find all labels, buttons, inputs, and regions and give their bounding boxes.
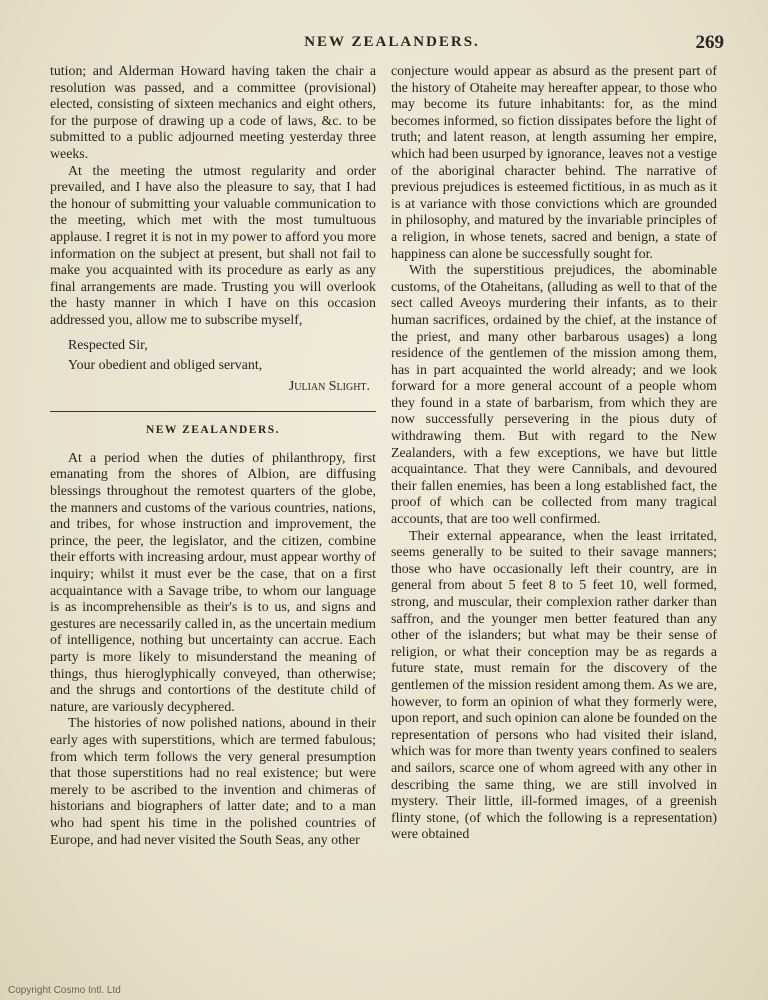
paragraph: tution; and Alderman Howard having taken the chair a resolution was passed, and a committee (provisional) elected, consisting of sixteen mechanics and eight others, for the purpose of drawing up a code of laws, &c. to be submitted to a public adjourned meeting yesterday three weeks. bbox=[50, 64, 376, 162]
left-column bbox=[50, 64, 376, 849]
paragraph: The histories of now polished nations, abound in their early ages with superstitions, which are termed fabulous; from which term follows the very general presumption that those superstitions had no real existence; but were merely to be ascribed to the invention and chimeras of historians and biographers of latter date; and to a man who had spent his time in the polished countries of Europe, and had never visited the South Seas, any other bbox=[50, 716, 376, 848]
paragraph: At a period when the duties of philanthropy, first emanating from the shores of Albion, are diffusing blessings throughout the remotest quarters of the globe, the manners and customs of the various countries, nations, and tribes, for whose instruction and improvement, the prince, the peer, the legislator, and the citizen, combine their efforts with increasing ardour, must appear worthy of inquiry; whilst it must ever be the case, that on a first acquaintance with a Savage tribe, to whom our language is as incomprehensible as their's is to us, and signs and gestures are necessarily called in, as the uncertain medium of intelligence, nothing but uncertainty can accrue. Each party is more likely to misunderstand the meaning of things, thus hieroglyphically conveyed, than otherwise; and the shrugs and contortions of the destitute child of nature, are variously decyphered. bbox=[50, 450, 376, 715]
signature: Julian Slight. bbox=[288, 378, 370, 394]
running-title: NEW ZEALANDERS. bbox=[304, 34, 480, 50]
letter-closing bbox=[50, 338, 376, 396]
running-head bbox=[60, 32, 724, 56]
section-divider bbox=[50, 411, 376, 412]
copyright-notice: Copyright Cosmo Intl. Ltd bbox=[8, 985, 121, 996]
right-column bbox=[391, 64, 717, 844]
paragraph: Their external appearance, when the least irritated, seems generally to be suited to their savage manners; those who have occasionally left their country, are in general from about 5 feet 8 to 5 feet 10, well formed, strong, and muscular, their complexion rather darker than saffron, and the younger men better featured than any other of the islanders; but what may be their sense of religion, or what their conception may be as regards a future state, must remain for the discovery of the gentlemen of the mission resident among them. As we are, however, to form an opinion of what they formerly were, upon report, and such opinion can alone be founded on the representation of persons who had visited their island, which was for more than twenty years confined to sealers and sailors, scarce one of whom agreed with any other in describing the same thing, we are still involved in mystery. Their little, ill-formed images, of a greenish flinty stone, (of which the following is a representation) were obtained bbox=[391, 528, 717, 843]
page-number: 269 bbox=[695, 32, 724, 53]
paragraph: With the superstitious prejudices, the abominable customs, of the Otaheitans, (alluding as well to that of the sect called Aveoys murdering their infants, as to their human sacrifices, ordained by the chief, at the instance of the priest, and many other barbarous usages) a long residence of the gentlemen of the mission among them, has in part acquainted the world already; and we look forward for a more general account of a people whom they found in a state of barbarism, from which they are now successfully persevering in the pious duty of withdrawing them. But with regard to the New Zealanders, with a few exceptions, we have but little acquaintance. That they were Cannibals, and devoured their fallen enemies, has been a long established fact, the proof of which can be collected from many tragical accounts, that are too well confirmed. bbox=[391, 263, 717, 528]
paragraph: conjecture would appear as absurd as the present part of the history of Otaheite may hereafter appear, to those who may become its future inhabitants: for, as the mind becomes informed, so fiction dissipates before the light of truth; and latent reason, at length assuming her empire, which had been usurped by ignorance, leaves not a vestige of the aboriginal character behind. The narrative of previous prejudices is esteemed fictitious, in as much as it is at variance with those convictions which are grounded in philosophy, and matured by the invariable principles of a religion, in whose tenets, sacred and benign, a state of happiness can alone be successfully sought for. bbox=[391, 64, 717, 262]
valediction: Your obedient and obliged servant, bbox=[68, 358, 263, 374]
section-heading: NEW ZEALANDERS. bbox=[145, 424, 281, 437]
salutation: Respected Sir, bbox=[68, 337, 148, 353]
paragraph: At the meeting the utmost regularity and order prevailed, and I have also the pleasure to say, that I had the honour of submitting your valuable communication to the meeting, which met with the most tumultuous applause. I regret it is not in my power to afford you more information on the subject at present, but shall not fail to make you acquainted with its procedure as early as any final arrangements are made. Trusting you will overlook the hasty manner in which I have on this occasion addressed you, allow me to subscribe myself, bbox=[50, 163, 376, 328]
